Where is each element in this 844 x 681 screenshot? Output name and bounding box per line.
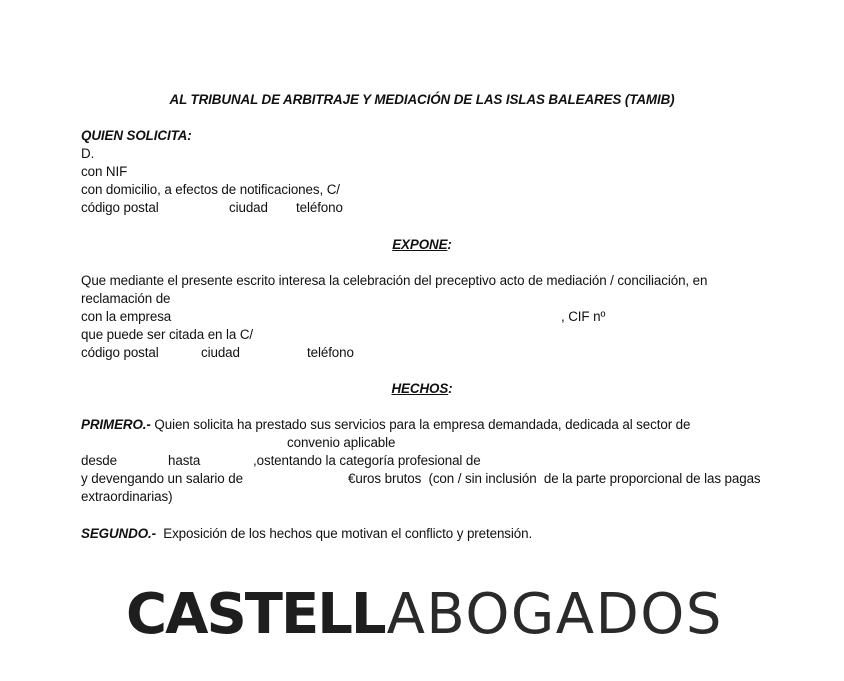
segundo-label: SEGUNDO.- xyxy=(81,526,156,541)
segundo-text: Exposición de los hechos que motivan el conflicto y pretensión. xyxy=(156,526,533,541)
applicant-address-line: con domicilio, a efectos de notificaciones, C/ xyxy=(81,182,340,197)
desde-label: desde xyxy=(81,453,117,468)
expone-cif-label: , CIF nº xyxy=(561,309,606,324)
segundo-line xyxy=(81,525,532,543)
expone-line-1: Que mediante el presente escrito interesa la celebración del preceptivo acto de mediación / conciliación, en xyxy=(81,273,708,288)
primero-text: Quien solicita ha prestado sus servicios para la empresa demandada, dedicada al sector de xyxy=(150,417,691,432)
document-heading: AL TRIBUNAL DE ARBITRAJE Y MEDIACIÓN DE LAS ISLAS BALEARES (TAMIB) xyxy=(169,92,675,107)
expone-cited-line: que puede ser citada en la C/ xyxy=(81,327,254,342)
applicant-phone-label: teléfono xyxy=(296,200,343,215)
expone-phone-label: teléfono xyxy=(307,345,354,360)
applicant-title: QUIEN SOLICITA: xyxy=(81,128,192,143)
expone-company-line: con la empresa xyxy=(81,309,172,324)
euros-text: €uros brutos (con / sin inclusión de la parte proporcional de las pagas xyxy=(348,471,761,486)
applicant-postal-label: código postal xyxy=(81,200,159,215)
convenio-label: convenio aplicable xyxy=(287,435,396,450)
castell-abogados-logo xyxy=(126,580,723,650)
expone-heading xyxy=(0,236,844,254)
expone-line-2: reclamación de xyxy=(81,291,171,306)
expone-city-label: ciudad xyxy=(201,345,240,360)
applicant-nif-line: con NIF xyxy=(81,164,128,179)
primero-label: PRIMERO.- xyxy=(81,417,151,432)
extraordinarias-text: extraordinarias) xyxy=(81,489,173,504)
hechos-colon: : xyxy=(448,381,453,396)
hasta-label: hasta xyxy=(168,453,201,468)
applicant-name-line: D. xyxy=(81,146,95,161)
categoria-label: ,ostentando la categoría profesional de xyxy=(253,453,481,468)
logo-light-text: ABOGADOS xyxy=(386,582,723,647)
expone-title: EXPONE xyxy=(392,237,448,252)
expone-colon: : xyxy=(447,237,452,252)
hechos-title: HECHOS xyxy=(391,381,449,396)
logo-bold-text: CASTELL xyxy=(126,582,385,647)
expone-postal-label: código postal xyxy=(81,345,159,360)
hechos-heading xyxy=(0,380,844,398)
applicant-city-label: ciudad xyxy=(229,200,268,215)
primero-line xyxy=(81,416,690,434)
salario-label: y devengando un salario de xyxy=(81,471,243,486)
